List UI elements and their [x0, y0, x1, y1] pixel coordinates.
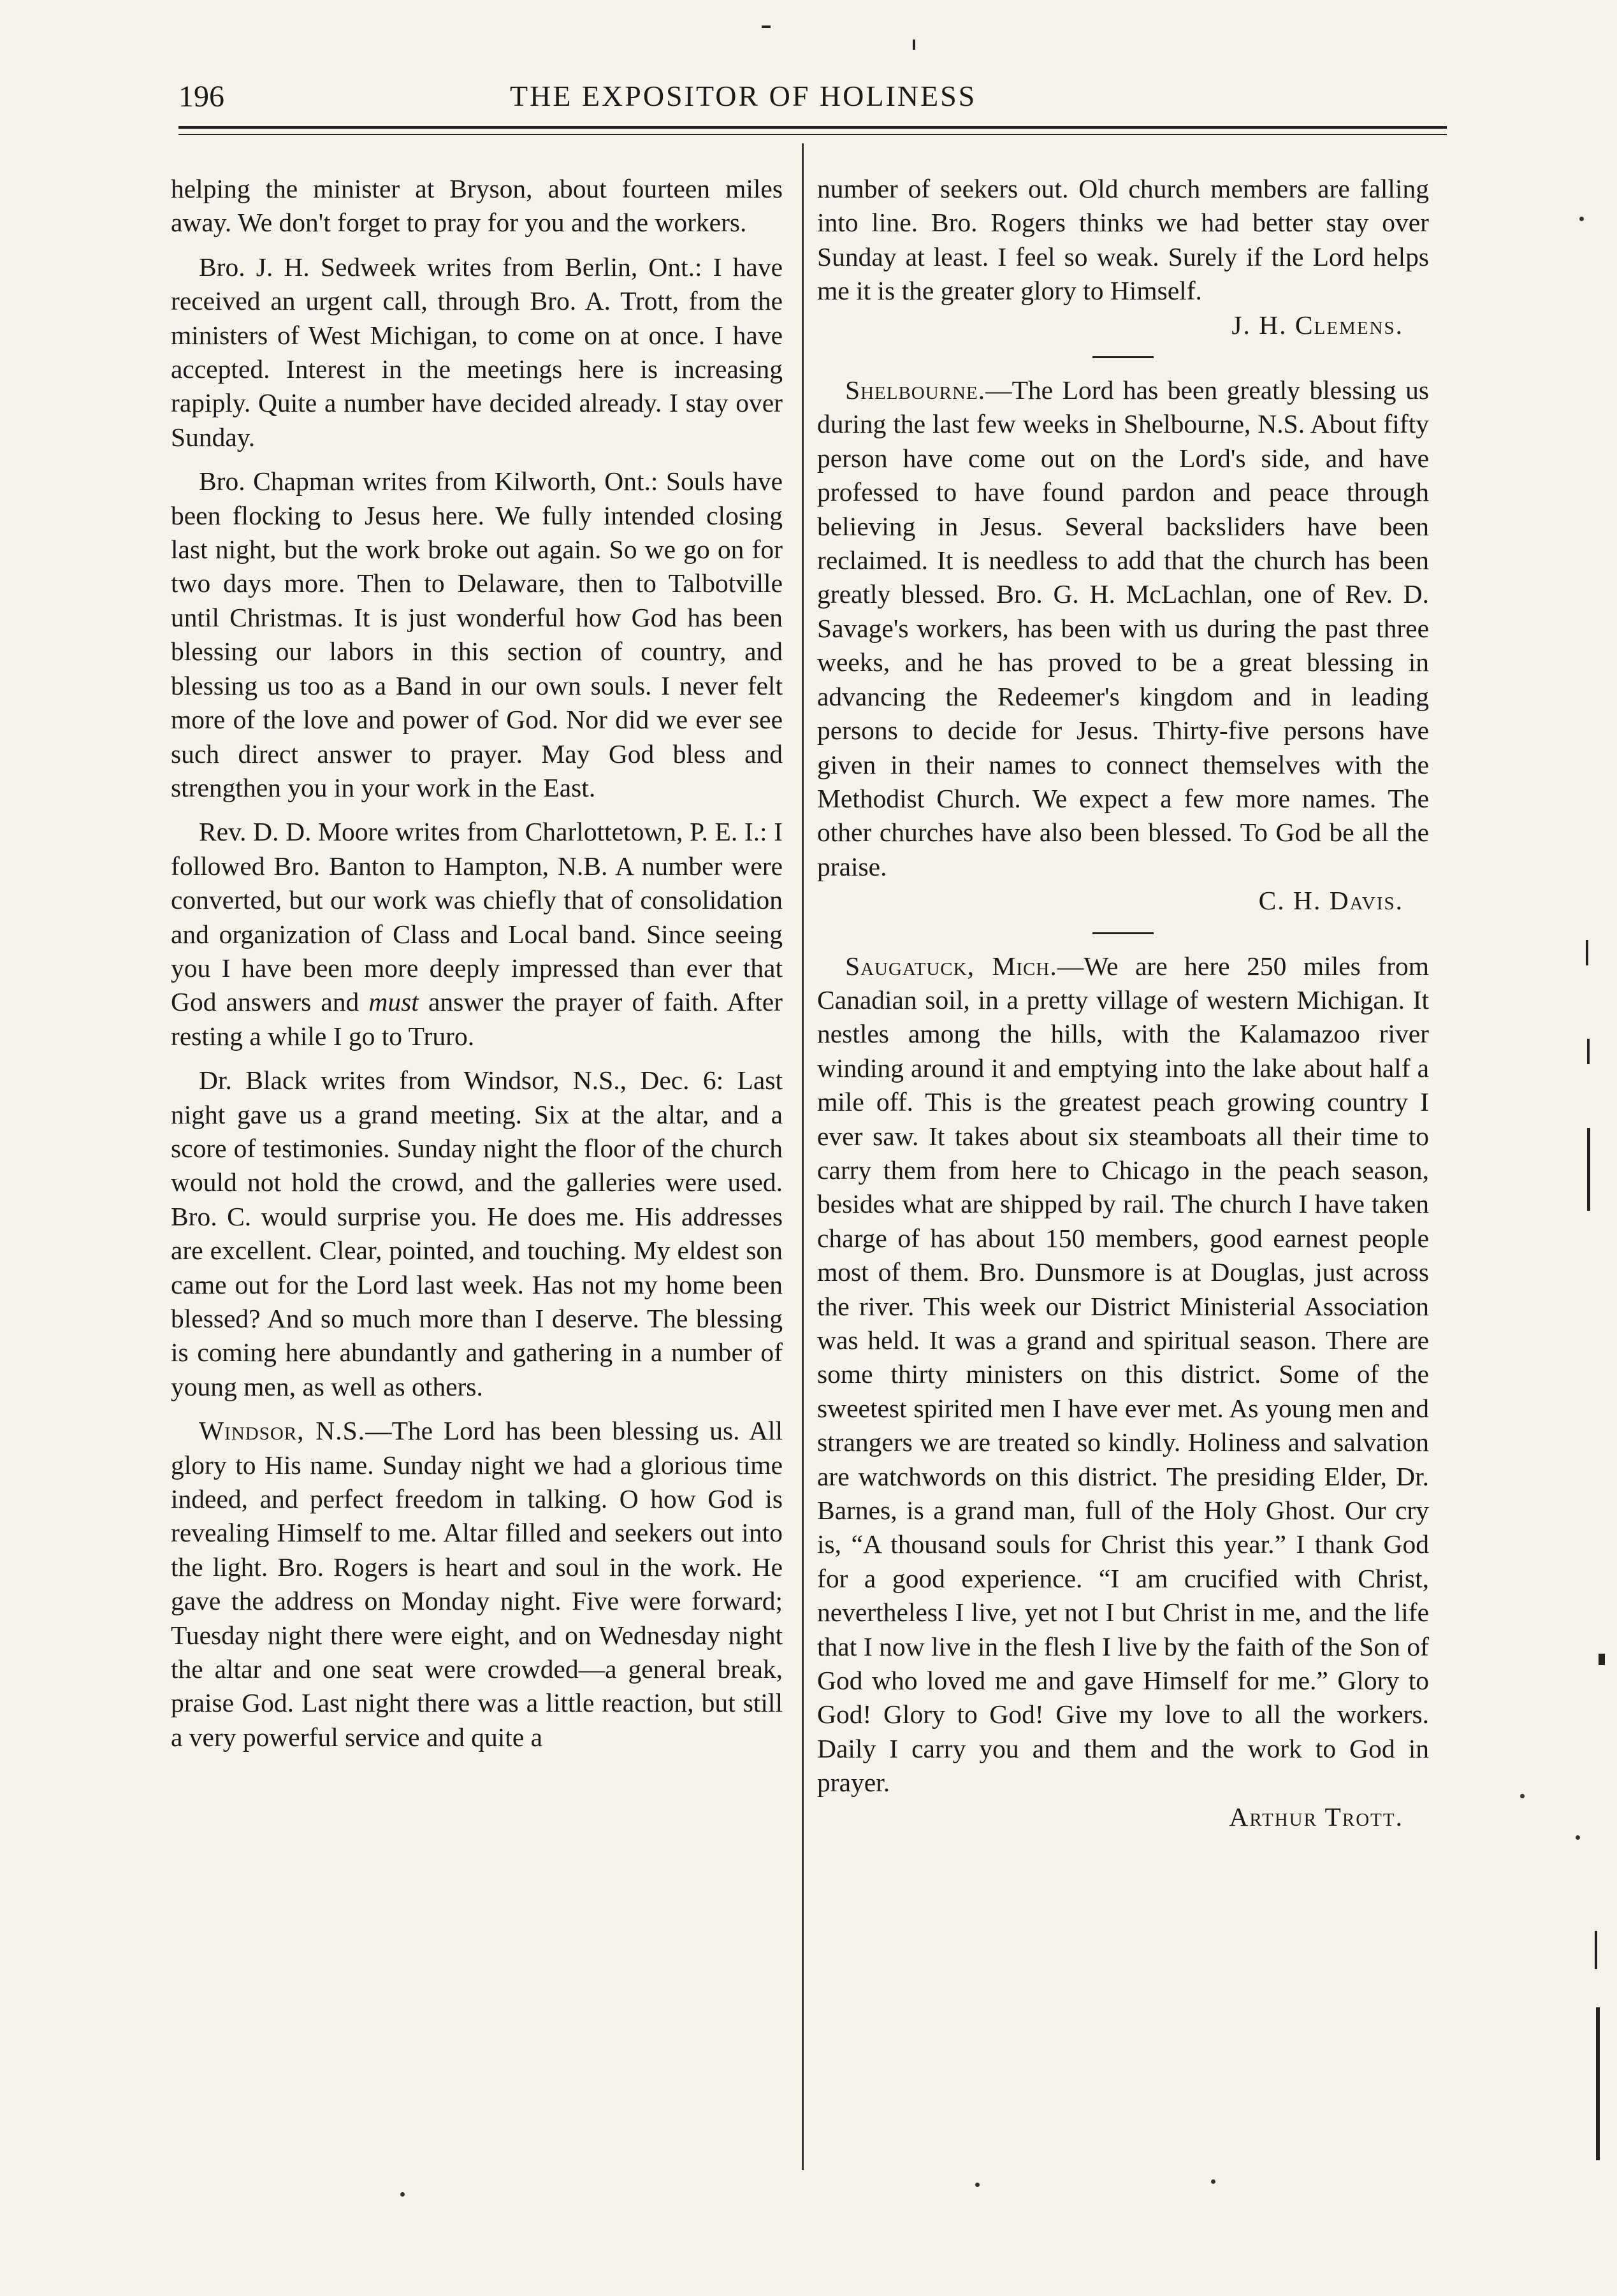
running-title: THE EXPOSITOR OF HOLINESS — [510, 80, 977, 112]
paragraph-windsor — [171, 1414, 783, 1754]
emphasis-must: must — [368, 987, 419, 1017]
page-number: 196 — [178, 80, 224, 113]
paragraph-sedweek: Bro. J. H. Sedweek writes from Berlin, Ont.: I have received an urgent call, through Bro. A. Trott, from the ministers of West Michigan, to come on at once. I have accepted. Interest in the meetings here is increasing rapiply. Quite a number have decided already. I stay over Sunday. — [171, 252, 783, 452]
signature-clemens: J. H. Clemens. — [1231, 310, 1403, 340]
scan-mark — [1587, 1128, 1590, 1211]
moore-text-end: answer the prayer of faith. After resting a while I go to Truro. — [171, 987, 783, 1051]
scan-mark — [1586, 940, 1588, 965]
windsor-text: —The Lord has been blessing us. All glory to His name. Sunday night we had a glorious time indeed, and perfect freedom in talking. O how God is revealing Himself to me. Altar filled and seekers out into the light. Bro. Rogers is heart and soul in the work. He gave the address on Monday night. Five were forward; Tuesday night there were eight, and on Wednesday night the altar and one seat were crowded—a general break, praise God. Last night there was a little reaction, but still a very powerful service and quite a — [171, 1416, 783, 1752]
left-column — [171, 172, 783, 1754]
scan-mark — [1596, 2007, 1600, 2160]
moore-text-start: Rev. D. D. Moore writes from Charlottetown, P. E. I.: I followed Bro. Banton to Hampton, N.B. A number were converted, but our work was chiefly that of consolidation and organization of Class and Local band. Since seeing you I have been more deeply impressed than ever that God answers and — [171, 817, 783, 1017]
place-heading-shelbourne: Shelbourne. — [845, 375, 986, 405]
header-rule-thick — [178, 126, 1447, 129]
paragraph-continuation: helping the minister at Bryson, about fourteen miles away. We don't forget to pray for you and the workers. — [171, 174, 783, 238]
signature-davis: C. H. Davis. — [1258, 886, 1403, 916]
signature-trott: Arthur Trott. — [1229, 1801, 1403, 1831]
scan-mark — [762, 25, 771, 28]
page-header — [178, 75, 1447, 133]
scan-dot — [400, 2192, 405, 2197]
scan-mark — [1599, 1654, 1605, 1665]
shelbourne-text: —The Lord has been greatly blessing us during the last few weeks in Shelbourne, N.S. About fifty person have come out on the Lord's side, and have professed to have found pardon and peace through believing in Jesus. Several backsliders have been reclaimed. It is needless to add that the church has been greatly blessed. Bro. G. H. McLachlan, one of Rev. D. Savage's workers, has been with us during the past three weeks, and he has proved to be a great blessing in advancing the Redeemer's kingdom and in leading persons to decide for Jesus. Thirty-five persons have given in their names to connect themselves with the Methodist Church. We expect a few more names. The other churches have also been blessed. To God be all the praise. — [817, 375, 1429, 881]
place-heading-windsor: Windsor, N.S. — [199, 1416, 366, 1446]
scan-mark — [913, 40, 915, 50]
place-heading-saugatuck: Saugatuck, Mich. — [845, 951, 1057, 981]
paragraph-continuation-right: number of seekers out. Old church members are falling into line. Bro. Rogers thinks we had better stay over Sunday at least. I feel so weak. Surely if the Lord helps me it is the greater glory to Himself. — [817, 174, 1429, 306]
scan-mark — [1587, 1039, 1590, 1064]
scan-mark — [1595, 1931, 1597, 1969]
paragraph-moore — [171, 815, 783, 1053]
section-rule — [1092, 932, 1154, 934]
right-column — [817, 172, 1429, 1834]
section-rule — [1092, 356, 1154, 358]
scan-dot — [975, 2183, 980, 2187]
scan-dot — [1576, 1835, 1580, 1840]
scan-dot — [1211, 2179, 1215, 2184]
paragraph-saugatuck — [817, 949, 1429, 1800]
paragraph-black: Dr. Black writes from Windsor, N.S., Dec. 6: Last night gave us a grand meeting. Six at the altar, and a score of testimonies. Sunday night the floor of the church would not hold the crowd, and the galleries were used. Bro. C. would surprise you. He does me. His addresses are excellent. Clear, pointed, and touching. My eldest son came out for the Lord last week. Has not my home been blessed? And so much more than I deserve. The blessing is coming here abundantly and gathering in a number of young men, as well as others. — [171, 1065, 783, 1401]
paragraph-chapman: Bro. Chapman writes from Kilworth, Ont.: Souls have been flocking to Jesus here. We fully intended closing last night, but the work broke out again. So we go on for two days more. Then to Delaware, then to Talbotville until Christmas. It is just wonderful how God has been blessing our labors in this section of country, and blessing us too as a Band in our own souls. I never felt more of the love and power of God. Nor did we ever see such direct answer to prayer. May God bless and strengthen you in your work in the East. — [171, 466, 783, 802]
scan-dot — [1520, 1794, 1525, 1798]
paragraph-shelbourne — [817, 373, 1429, 884]
saugatuck-text: —We are here 250 miles from Canadian soil, in a pretty village of western Michigan. It nestles among the hills, with the Kalamazoo river winding around it and emptying into the lake about half a mile off. This is the greatest peach growing country I ever saw. It takes about six steamboats all their time to carry them from here to Chicago in the peach season, besides what are shipped by rail. The church I have taken charge of has about 150 members, good earnest people most of them. Bro. Dunsmore is at Douglas, just across the river. This week our District Ministerial Association was held. It was a grand and spiritual season. There are some thirty ministers on this district. Some of the sweetest spirited men I have ever met. As young men and strangers we are treated so kindly. Holiness and salvation are watchwords on this district. The presiding Elder, Dr. Barnes, is a grand man, full of the Holy Ghost. Our cry is, “A thousand souls for Christ this year.” I thank God for a good experience. “I am crucified with Christ, nevertheless I live, yet not I but Christ in me, and the life that I now live in the flesh I live by the faith of the Son of God who loved me and gave Himself for me.” Glory to God! Glory to God! Give my love to all the workers. Daily I carry you and them and the work to God in prayer. — [817, 951, 1429, 1798]
header-rule-thin — [178, 134, 1447, 135]
column-divider — [802, 143, 804, 2170]
scan-dot — [1579, 217, 1584, 221]
